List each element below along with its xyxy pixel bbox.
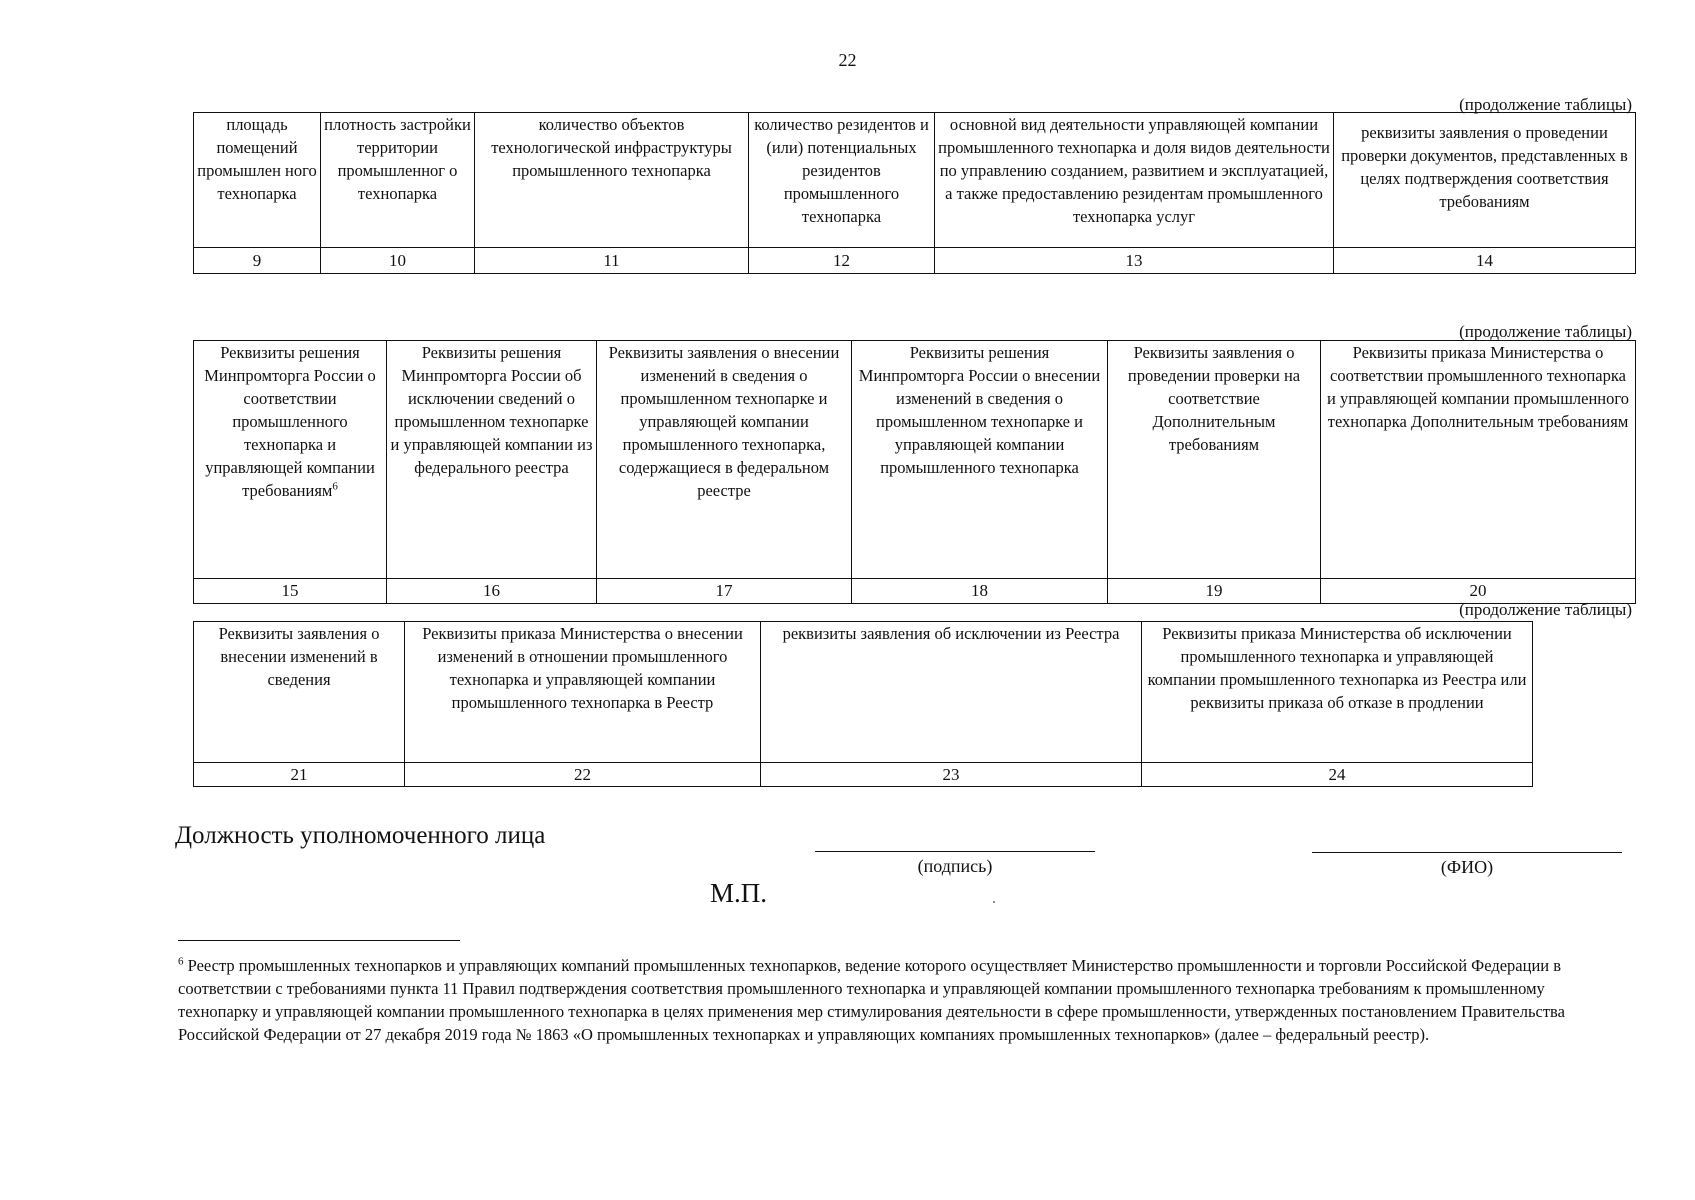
column-number: 23 <box>761 763 1142 787</box>
table-header-cell: Реквизиты заявления о проведении проверки на соответствие Дополнительным требованиям <box>1108 341 1321 579</box>
table-header-cell: основной вид деятельности управляющей компании промышленного технопарка и доля видов деятельности по управлению созданием, развитием и эксплуатацией, а также предоставлению резидентам промышленного технопарка услуг <box>935 113 1334 248</box>
column-number: 19 <box>1108 579 1321 604</box>
table-header-cell: Реквизиты приказа Министерства о внесении изменений в отношении промышленного технопарка и управляющей компании промышленного технопарка в Реестр <box>405 622 761 763</box>
table-header-cell: Реквизиты решения Минпромторга России об исключении сведений о промышленном технопарке и управляющей компании из федерального реестра <box>387 341 597 579</box>
table-header-cell: количество объектов технологической инфраструктуры промышленного технопарка <box>475 113 749 248</box>
footnote-separator <box>178 940 460 941</box>
table-header-cell: площадь помещений промышлен ного технопарка <box>194 113 321 248</box>
continuation-label: (продолжение таблицы) <box>1459 600 1632 619</box>
column-number: 18 <box>852 579 1108 604</box>
table-header-cell <box>194 341 387 579</box>
table-columns-15-20 <box>193 340 1636 604</box>
name-line <box>1312 852 1622 853</box>
column-number: 21 <box>194 763 405 787</box>
signature-line <box>815 851 1095 852</box>
column-number: 11 <box>475 248 749 274</box>
name-caption: (ФИО) <box>1440 857 1494 877</box>
table-columns-21-24 <box>193 621 1533 787</box>
footnote <box>178 954 1628 1046</box>
table-header-cell: реквизиты заявления о проведении проверки документов, представленных в целях подтверждения соответствия требованиям <box>1334 113 1636 248</box>
page-number: 22 <box>838 50 857 70</box>
column-number: 9 <box>194 248 321 274</box>
column-number: 17 <box>597 579 852 604</box>
column-number: 10 <box>321 248 475 274</box>
column-number: 20 <box>1321 579 1636 604</box>
scan-speck <box>993 901 995 903</box>
footnote-marker: 6 <box>178 955 184 968</box>
table-columns-9-14 <box>193 112 1636 274</box>
footnote-reference: 6 <box>332 480 338 493</box>
column-number: 12 <box>749 248 935 274</box>
table-header-text: Реквизиты решения Минпромторга России о соответствии промышленного технопарка и управляющей компании требованиям <box>204 343 376 500</box>
table-header-cell: Реквизиты решения Минпромторга России о внесении изменений в сведения о промышленном технопарке и управляющей компании промышленного технопарка <box>852 341 1108 579</box>
column-number: 16 <box>387 579 597 604</box>
column-number: 15 <box>194 579 387 604</box>
column-number: 14 <box>1334 248 1636 274</box>
table-header-cell: Реквизиты приказа Министерства об исключении промышленного технопарка и управляющей компании промышленного технопарка из Реестра или реквизиты приказа об отказе в продлении <box>1142 622 1533 763</box>
column-number: 22 <box>405 763 761 787</box>
column-number: 13 <box>935 248 1334 274</box>
table-header-cell: реквизиты заявления об исключении из Реестра <box>761 622 1142 763</box>
table-header-cell: Реквизиты заявления о внесении изменений в сведения о промышленном технопарке и управляющей компании промышленного технопарка, содержащиеся в федеральном реестре <box>597 341 852 579</box>
table-header-cell: количество резидентов и (или) потенциальных резидентов промышленного технопарка <box>749 113 935 248</box>
stamp-label: М.П. <box>710 878 768 908</box>
table-header-cell: Реквизиты приказа Министерства о соответствии промышленного технопарка и управляющей компании промышленного технопарка Дополнительным требованиям <box>1321 341 1636 579</box>
position-label: Должность уполномоченного лица <box>175 822 546 849</box>
continuation-label: (продолжение таблицы) <box>1459 322 1632 341</box>
column-number: 24 <box>1142 763 1533 787</box>
footnote-text: Реестр промышленных технопарков и управляющих компаний промышленных технопарков, ведение которого осуществляет Министерство промышленности и торговли Российской Федерации в соответствии с требованиями пункта 11 Правил подтверждения соответствия промышленного технопарка и управляющей компании промышленного технопарка требованиям к промышленному технопарку и управляющей компании промышленного технопарка в целях применения мер стимулирования деятельности в сфере промышленности, утвержденных постановлением Правительства Российской Федерации от 27 декабря 2019 года № 1863 «О промышленных технопарках и управляющих компаниях промышленных технопарков» (далее – федеральный реестр). <box>178 956 1565 1044</box>
table-header-cell: Реквизиты заявления о внесении изменений в сведения <box>194 622 405 763</box>
table-header-cell: плотность застройки территории промышленног о технопарка <box>321 113 475 248</box>
continuation-label: (продолжение таблицы) <box>1459 95 1632 114</box>
signature-caption: (подпись) <box>917 856 993 876</box>
